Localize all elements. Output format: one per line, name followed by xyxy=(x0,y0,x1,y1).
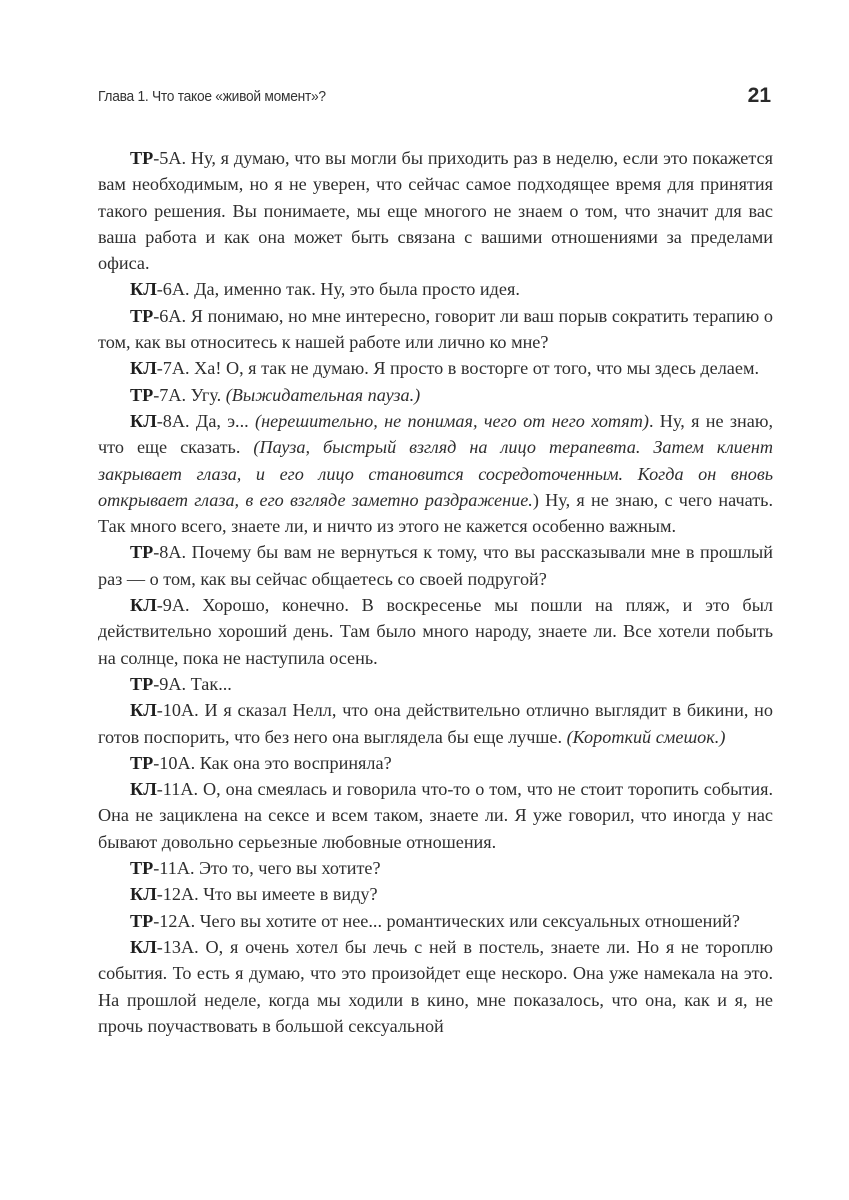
stage-direction: (Короткий смешок.) xyxy=(566,726,726,747)
utterance-text: И я сказал Нелл, что она действительно отлично выглядит в бикини, но готов поспорить, что без него она выглядела бы еще лучше. xyxy=(98,700,773,747)
speaker-label: КЛ xyxy=(130,358,157,379)
stage-direction: (нерешительно, не понимая, чего от него хотят) xyxy=(255,410,649,431)
turn-number: -11А. xyxy=(156,779,198,800)
utterance-text: Так... xyxy=(186,673,232,694)
turn-number: -9А. xyxy=(153,673,187,694)
dialogue-paragraph xyxy=(98,776,773,855)
dialogue-paragraph xyxy=(98,303,773,356)
speaker-label: КЛ xyxy=(130,410,157,431)
utterance-text: Как она это восприняла? xyxy=(195,752,392,773)
speaker-label: ТР xyxy=(130,542,154,563)
utterance-text: Ха! О, я так не думаю. Я просто в восторге от того, что мы здесь делаем. xyxy=(189,358,760,379)
utterance-text: Да, именно так. Ну, это была просто идея. xyxy=(189,279,520,300)
speaker-label: ТР xyxy=(130,910,154,931)
speaker-label: ТР xyxy=(130,673,154,694)
turn-number: -5А. xyxy=(153,148,187,168)
dialogue-paragraph xyxy=(98,671,773,697)
utterance-text: Да, э... xyxy=(189,410,256,431)
chapter-title: Глава 1. Что такое «живой момент»? xyxy=(98,88,326,105)
turn-number: -12А. xyxy=(156,884,199,905)
turn-number: -12А. xyxy=(153,910,196,931)
dialogue-paragraph xyxy=(98,934,773,1039)
speaker-label: КЛ xyxy=(130,595,157,616)
utterance-text: Чего вы хотите от нее... романтических или сексуальных отношений? xyxy=(195,910,740,931)
utterance-text: Угу. xyxy=(186,384,226,405)
dialogue-paragraph xyxy=(98,881,773,907)
speaker-label: КЛ xyxy=(130,700,157,721)
utterance-text: Почему бы вам не вернуться к тому, что вы рассказывали мне в прошлый раз — о том, как вы сейчас общаетесь со своей подругой? xyxy=(98,542,773,589)
dialogue-paragraph xyxy=(98,750,773,776)
speaker-label: ТР xyxy=(130,305,154,326)
utterance-text: Я понимаю, но мне интересно, говорит ли ваш порыв сократить терапию о том, как вы относитесь к нашей работе или лично ко мне? xyxy=(98,305,773,353)
utterance-text: Что вы имеете в виду? xyxy=(198,884,378,905)
dialogue-paragraph xyxy=(98,697,773,750)
speaker-label: КЛ xyxy=(130,936,157,957)
speaker-label: КЛ xyxy=(130,884,157,905)
dialogue-paragraph xyxy=(98,145,773,276)
turn-number: -7А. xyxy=(156,358,190,379)
speaker-label: КЛ xyxy=(130,779,157,800)
utterance-text: Это то, чего вы хотите? xyxy=(194,858,381,879)
turn-number: -11А. xyxy=(153,858,195,879)
speaker-label: ТР xyxy=(130,858,154,879)
dialogue-paragraph xyxy=(98,382,773,408)
running-header xyxy=(98,86,773,110)
stage-direction: (Пауза, быстрый взгляд на лицо терапевта. Затем клиент закрывает глаза, и его лицо становится сосредоточенным. Когда он вновь открывает глаза, в его взгляде заметно раздражение. xyxy=(98,437,773,510)
speaker-label: КЛ xyxy=(130,279,157,300)
turn-number: -8А. xyxy=(156,410,190,431)
dialogue-paragraph xyxy=(98,408,773,539)
speaker-label: ТР xyxy=(130,752,154,773)
utterance-text: . Ну, я не знаю, что еще сказать. xyxy=(98,410,773,458)
utterance-text: О, я очень хотел бы лечь с ней в постель, знаете ли. Но я не тороплю события. То есть я думаю, что это произойдет еще нескоро. Она уже намекала на это. На прошлой неделе, когда мы ходили в кино, мне показалось, что она, как и я, не прочь поучаствовать в большой сексуальной xyxy=(98,936,773,1036)
turn-number: -6А. xyxy=(156,279,190,300)
dialogue-paragraph xyxy=(98,592,773,671)
turn-number: -7А. xyxy=(153,384,187,405)
utterance-text: Ну, я думаю, что вы могли бы приходить раз в неделю, если это покажется вам необходимым, но я не уверен, что сейчас самое подходящее время для принятия такого решения. Вы понимаете, мы еще многого не знаем о том, что значит для вас ваша работа и как она может быть связана с вашими отношениями за пределами офиса. xyxy=(98,148,773,274)
turn-number: -9А. xyxy=(156,595,190,616)
turn-number: -10А. xyxy=(156,700,199,721)
turn-number: -8А. xyxy=(153,542,187,563)
dialogue-paragraph xyxy=(98,855,773,881)
turn-number: -10А. xyxy=(153,752,196,773)
stage-direction: (Выжидательная пауза.) xyxy=(225,384,421,405)
dialogue-paragraph xyxy=(98,539,773,592)
dialogue-paragraph xyxy=(98,908,773,934)
speaker-label: ТР xyxy=(130,148,154,168)
utterance-text: Хорошо, конечно. В воскресенье мы пошли на пляж, и это был действительно хороший день. Там было много народу, знаете ли. Все хотели побыть на солнце, пока не наступила осень. xyxy=(98,595,773,668)
utterance-text: ) Ну, я не знаю, с чего начать. Так много всего, знаете ли, и ничто из этого не кажется особенно важным. xyxy=(98,489,773,537)
dialogue-paragraph xyxy=(98,355,773,381)
page-number: 21 xyxy=(747,84,771,107)
dialogue-transcript xyxy=(98,145,773,1039)
speaker-label: ТР xyxy=(130,384,154,405)
dialogue-paragraph xyxy=(98,276,773,302)
turn-number: -6А. xyxy=(153,305,187,326)
utterance-text: О, она смеялась и говорила что-то о том, что не стоит торопить события. Она не зациклена на сексе и всем таком, знаете ли. Я уже говорил, что иногда у нас бывают довольно серьезные любовные отношения. xyxy=(98,779,773,852)
turn-number: -13А. xyxy=(156,936,199,957)
